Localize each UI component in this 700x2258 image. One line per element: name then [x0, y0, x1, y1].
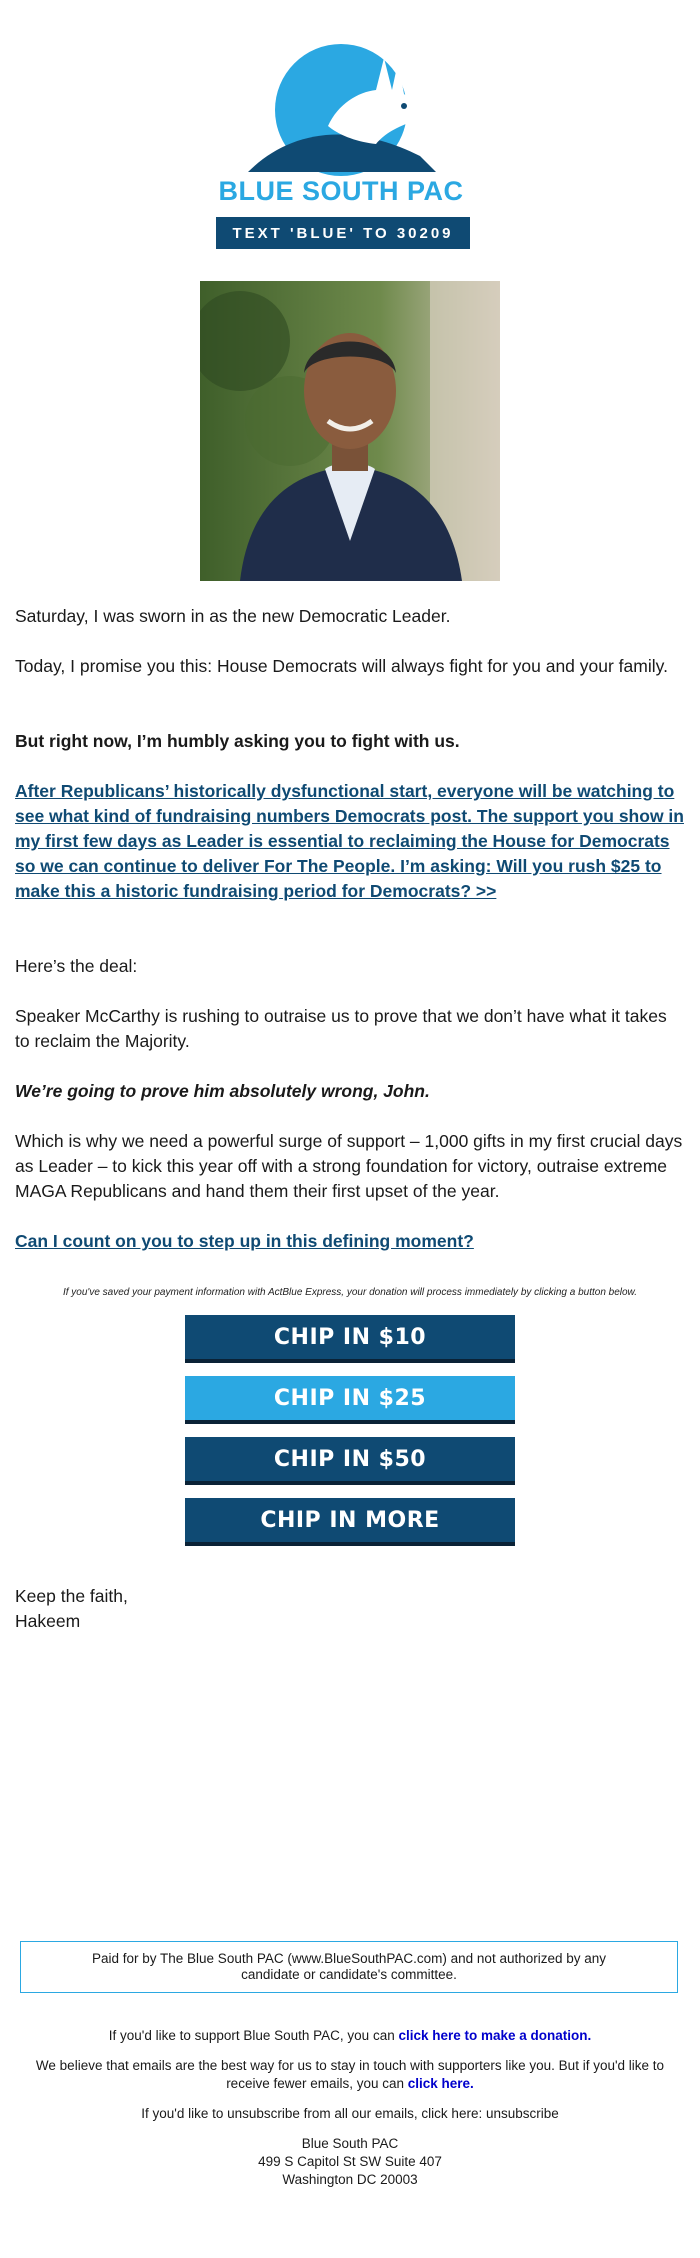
paragraph-promise: Today, I promise you this: House Democrats will always fight for you and your family. — [15, 656, 668, 676]
signoff-name: Hakeem — [15, 1611, 81, 1631]
logo-title: BLUE SOUTH PAC — [218, 176, 464, 206]
disclaimer-text: Paid for by The Blue South PAC (www.BlueSouthPAC.com) and not authorized by any candidate or candidate's committee. — [91, 1951, 607, 1982]
address-line-2: Washington DC 20003 — [282, 2172, 418, 2187]
org-name: Blue South PAC — [301, 2136, 399, 2151]
footer-fewer-emails-line — [20, 2057, 680, 2093]
address-line-1: 499 S Capitol St SW Suite 407 — [258, 2154, 442, 2169]
paragraph-prove-wrong: We’re going to prove him absolutely wrong, John. — [15, 1081, 430, 1101]
blue-south-pac-logo[interactable] — [208, 44, 474, 254]
footer-support-line — [20, 2027, 680, 2045]
chip-in-more-button[interactable]: CHIP IN MORE — [185, 1498, 515, 1546]
paragraph-ask: But right now, I’m humbly asking you to fight with us. — [15, 731, 460, 751]
paragraph-the-deal: Here’s the deal: — [15, 956, 138, 976]
actblue-express-note: If you've saved your payment information with ActBlue Express, your donation will process immediately by clicking a button below. — [62, 1287, 638, 1298]
step-up-link[interactable]: Can I count on you to step up in this defining moment? — [15, 1231, 474, 1251]
paid-for-disclaimer — [20, 1941, 678, 1993]
fewer-emails-text: We believe that emails are the best way for us to stay in touch with supporters like you. But if you'd like to receive fewer emails, you can — [35, 2058, 665, 2091]
donkey-emblem-icon — [208, 44, 474, 184]
portrait-photo — [200, 281, 500, 581]
chip-in-10-button[interactable]: CHIP IN $10 — [185, 1315, 515, 1363]
paragraph-surge: Which is why we need a powerful surge of support – 1,000 gifts in my first crucial days as Leader – to kick this year off with a strong foundation for victory, outraise extreme MAGA Republicans and hand them their first upset of the year. — [15, 1131, 683, 1201]
make-donation-link[interactable]: click here to make a donation. — [398, 2028, 592, 2043]
paragraph-mccarthy: Speaker McCarthy is rushing to outraise us to prove that we don’t have what it takes to reclaim the Majority. — [15, 1006, 667, 1051]
signoff-line: Keep the faith, — [15, 1586, 128, 1606]
donate-link-paragraph[interactable]: After Republicans’ historically dysfunctional start, everyone will be watching to see what kind of fundraising numbers Democrats post. The support you show in my first few days as Leader is essential to reclaiming the House for Democrats so we can continue to deliver For The People. I’m asking: Will you rush $25 to make this a historic fundraising period for Democrats? >> — [15, 781, 684, 901]
chip-in-50-button[interactable]: CHIP IN $50 — [185, 1437, 515, 1485]
chip-in-25-button[interactable]: CHIP IN $25 — [185, 1376, 515, 1424]
fewer-emails-link[interactable]: click here. — [407, 2076, 474, 2091]
text-to-join-banner: TEXT 'BLUE' TO 30209 — [216, 217, 470, 249]
unsubscribe-line[interactable]: If you'd like to unsubscribe from all our emails, click here: unsubscribe — [141, 2106, 559, 2121]
support-text: If you'd like to support Blue South PAC, you can — [108, 2028, 399, 2043]
paragraph-sworn-in: Saturday, I was sworn in as the new Democratic Leader. — [15, 606, 451, 626]
